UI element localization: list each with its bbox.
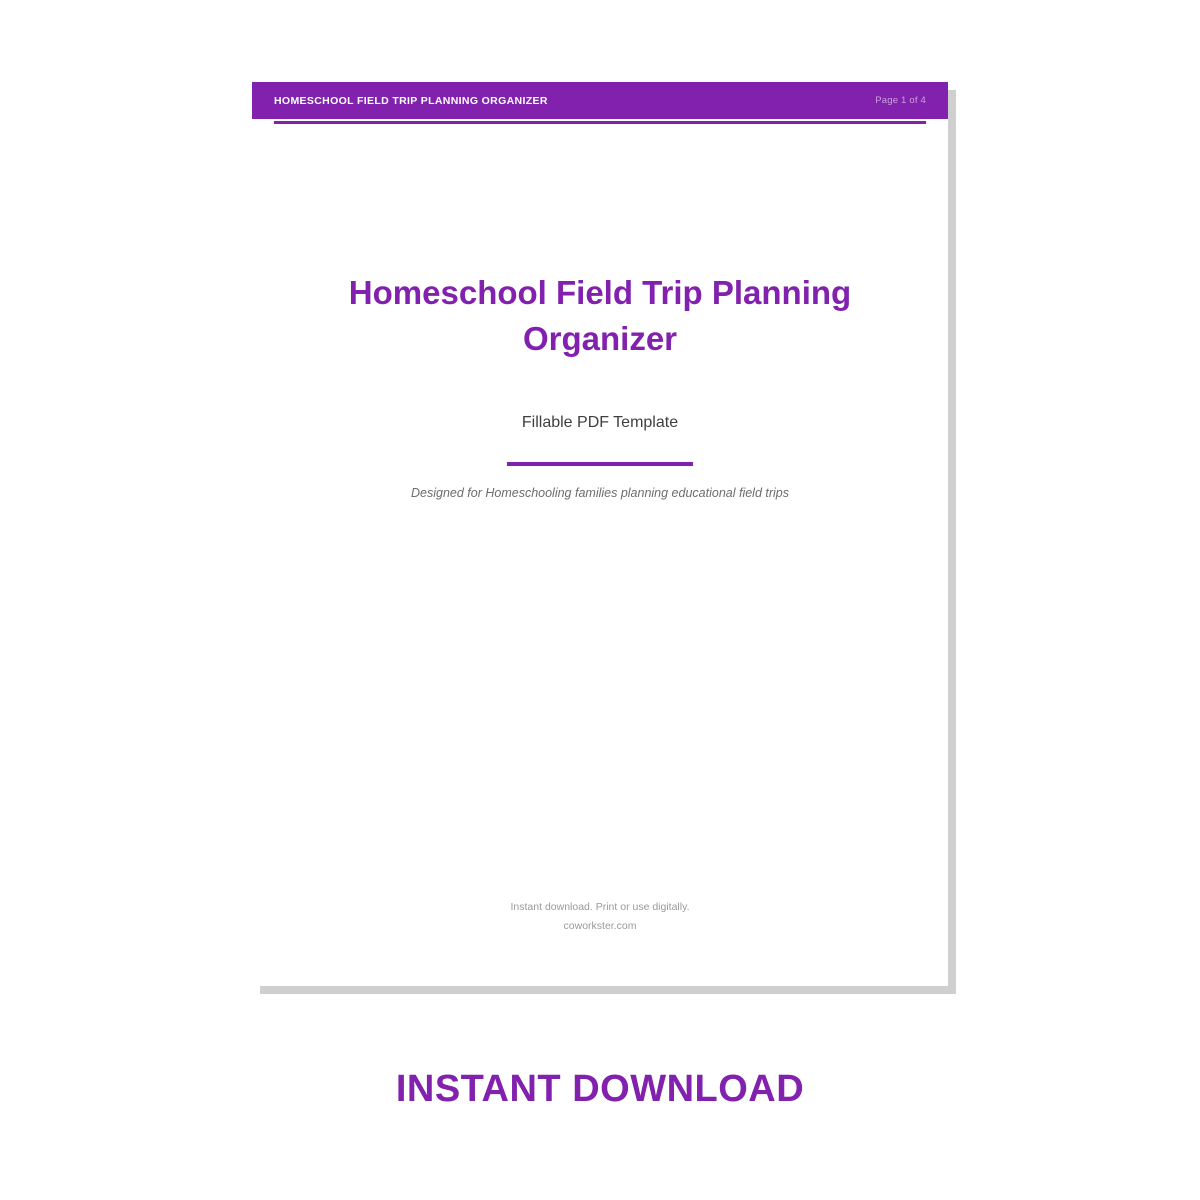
cover-subtitle: Fillable PDF Template bbox=[521, 414, 679, 431]
cover-title: Homeschool Field Trip Planning Organizer bbox=[348, 274, 852, 357]
document-preview bbox=[252, 82, 948, 986]
page-header-title: HOMESCHOOL FIELD TRIP PLANNING ORGANIZER bbox=[274, 94, 548, 107]
page-number-indicator: Page 1 of 4 bbox=[875, 95, 926, 106]
cover-divider bbox=[507, 462, 693, 466]
instant-download-banner: INSTANT DOWNLOAD bbox=[395, 1068, 805, 1110]
cover-description: Designed for Homeschooling families planning educational field trips bbox=[411, 486, 789, 500]
cover-footer-instant-download: Instant download. Print or use digitally. bbox=[510, 901, 690, 913]
cover-footer bbox=[300, 898, 900, 937]
cover-content bbox=[252, 82, 948, 986]
document-page bbox=[252, 82, 948, 986]
cover-footer-website: coworkster.com bbox=[563, 920, 637, 933]
